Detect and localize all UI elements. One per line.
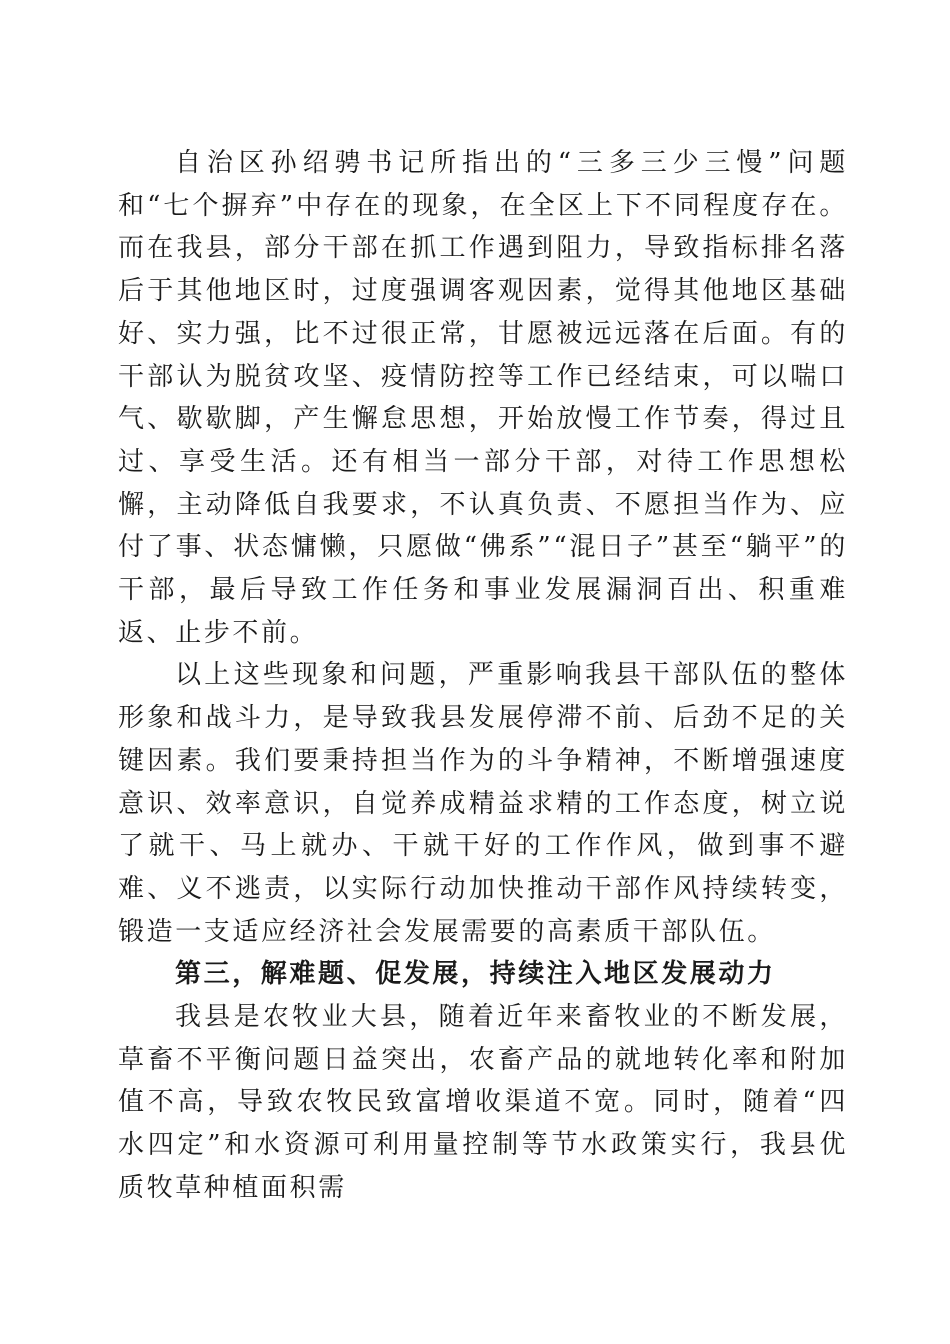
- section-heading: 第三，解难题、促发展，持续注入地区发展动力: [175, 959, 776, 990]
- document-body: [118, 142, 848, 1210]
- body-paragraph-1: 自治区孙绍骋书记所指出的“三多三少三慢”问题和“七个摒弃”中存在的现象，在全区上下不同程度存在。而在我县，部分干部在抓工作遇到阻力，导致指标排名落后于其他地区时，过度强调客观因素，觉得其他地区基础好、实力强，比不过很正常，甘愿被远远落在后面。有的干部认为脱贫攻坚、疫情防控等工作已经结束，可以喘口气、歇歇脚，产生懈怠思想，开始放慢工作节奏，得过且过、享受生活。还有相当一部分干部，对待工作思想松懈，主动降低自我要求，不认真负责、不愿担当作为、应付了事、状态慵懒，只愿做“佛系”“混日子”甚至“躺平”的干部，最后导致工作任务和事业发展漏洞百出、积重难返、止步不前。: [118, 148, 848, 648]
- body-paragraph-3: 我县是农牧业大县，随着近年来畜牧业的不断发展，草畜不平衡问题日益突出，农畜产品的就地转化率和附加值不高，导致农牧民致富增收渠道不宽。同时，随着“四水四定”和水资源可利用量控制等节水政策实行，我县优质牧草种植面积需: [118, 1002, 848, 1203]
- body-paragraph-2: 以上这些现象和问题，严重影响我县干部队伍的整体形象和战斗力，是导致我县发展停滞不前、后劲不足的关键因素。我们要秉持担当作为的斗争精神，不断增强速度意识、效率意识，自觉养成精益求精的工作态度，树立说了就干、马上就办、干就干好的工作作风，做到事不避难、义不逃责，以实际行动加快推动干部作风持续转变，锻造一支适应经济社会发展需要的高素质干部队伍。: [118, 660, 848, 947]
